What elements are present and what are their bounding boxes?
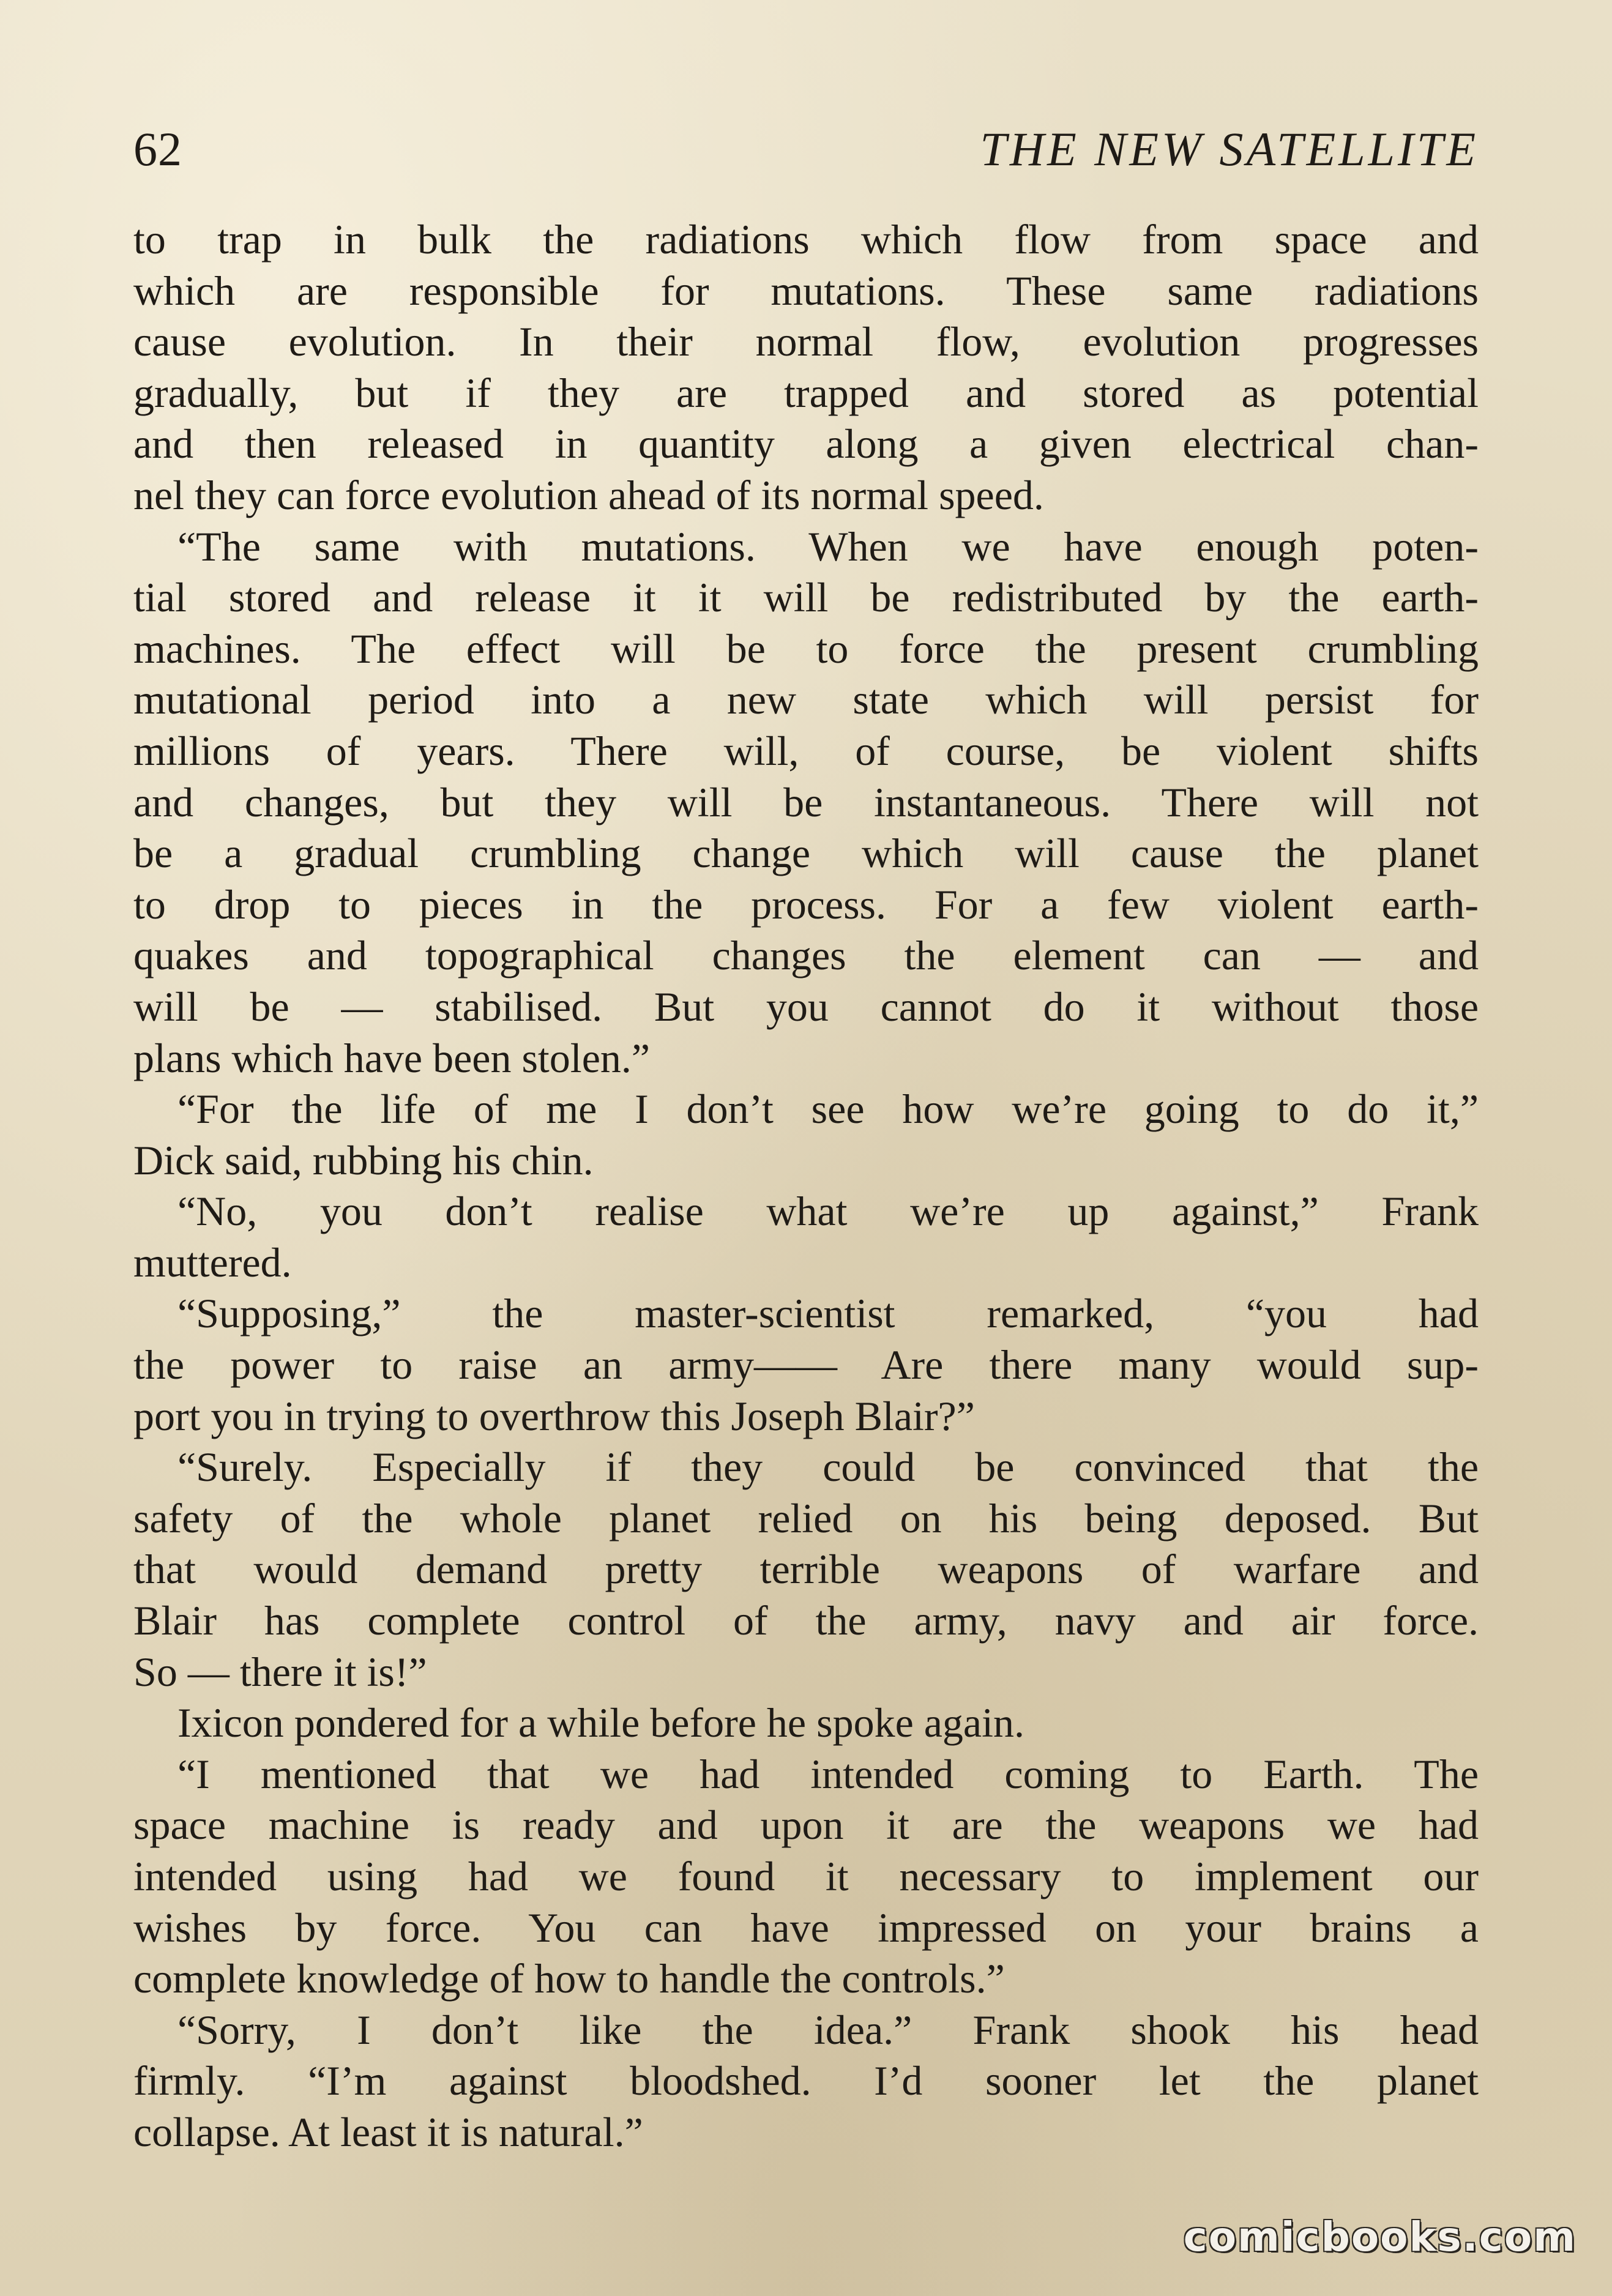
text-line: plans which have been stolen.” bbox=[133, 1034, 651, 1081]
text-line: Dick said, rubbing his chin. bbox=[133, 1136, 594, 1183]
running-head bbox=[133, 120, 1479, 179]
text-line: So — there it is!” bbox=[133, 1648, 427, 1695]
text-line: “Surely. Especially if they could be convinced that the bbox=[177, 1444, 1479, 1491]
text-line: cause evolution. In their normal flow, evolution progresses bbox=[133, 318, 1479, 365]
text-line: machines. The effect will be to force the present crumbling bbox=[133, 625, 1479, 672]
text-line: “I mentioned that we had intended coming to Earth. The bbox=[177, 1750, 1479, 1797]
text-line: wishes by force. You can have impressed on your brains a bbox=[133, 1904, 1479, 1951]
text-line: mutational period into a new state which will persist for bbox=[133, 676, 1479, 723]
text-line: gradually, but if they are trapped and stored as potential bbox=[133, 369, 1479, 416]
text-line: and then released in quantity along a given electrical chan- bbox=[133, 420, 1479, 468]
text-line: millions of years. There will, of course, be violent shifts bbox=[133, 727, 1479, 774]
text-line: Blair has complete control of the army, navy and air force. bbox=[133, 1597, 1479, 1644]
text-line: and changes, but they will be instantaneous. There will not bbox=[133, 778, 1479, 826]
text-line: will be — stabilised. But you cannot do it without those bbox=[133, 983, 1479, 1030]
text-line: space machine is ready and upon it are the weapons we had bbox=[133, 1802, 1479, 1849]
page-number: 62 bbox=[133, 122, 182, 176]
text-line: nel they can force evolution ahead of its normal speed. bbox=[133, 471, 1044, 518]
text-line: “For the life of me I don’t see how we’re going to do it,” bbox=[177, 1086, 1479, 1133]
text-line: that would demand pretty terrible weapons of warfare and bbox=[133, 1546, 1479, 1593]
text-line: quakes and topographical changes the element can — and bbox=[133, 932, 1479, 979]
body-text bbox=[133, 214, 1479, 2158]
text-line: intended using had we found it necessary to implement our bbox=[133, 1853, 1479, 1899]
text-line: be a gradual crumbling change which will cause the planet bbox=[133, 830, 1479, 877]
text-line: to trap in bulk the radiations which flow from space and bbox=[133, 216, 1479, 263]
text-line: “Sorry, I don’t like the idea.” Frank shook his head bbox=[177, 2006, 1479, 2053]
text-line: tial stored and release it it will be redistributed by the earth- bbox=[133, 574, 1479, 621]
book-title: THE NEW SATELLITE bbox=[980, 122, 1479, 176]
text-line: the power to raise an army—— Are there many would sup- bbox=[133, 1341, 1479, 1388]
text-line: safety of the whole planet relied on his being deposed. But bbox=[133, 1494, 1479, 1541]
text-line: “No, you don’t realise what we’re up against,” Frank bbox=[177, 1188, 1479, 1235]
text-line: collapse. At least it is natural.” bbox=[133, 2108, 643, 2155]
text-line: which are responsible for mutations. These same radiations bbox=[133, 267, 1479, 314]
text-line: “Supposing,” the master-scientist remarked, “you had bbox=[177, 1290, 1479, 1337]
text-line: to drop to pieces in the process. For a few violent earth- bbox=[133, 881, 1479, 928]
site-watermark: comicbooks.com bbox=[1183, 2213, 1577, 2261]
text-line: muttered. bbox=[133, 1239, 292, 1286]
text-line: Ixicon pondered for a while before he spoke again. bbox=[177, 1699, 1025, 1746]
text-line: “The same with mutations. When we have enough poten- bbox=[177, 523, 1479, 570]
text-line: firmly. “I’m against bloodshed. I’d sooner let the planet bbox=[133, 2057, 1479, 2104]
text-line: complete knowledge of how to handle the controls.” bbox=[133, 1955, 1005, 2002]
text-line: port you in trying to overthrow this Joseph Blair?” bbox=[133, 1392, 975, 1439]
